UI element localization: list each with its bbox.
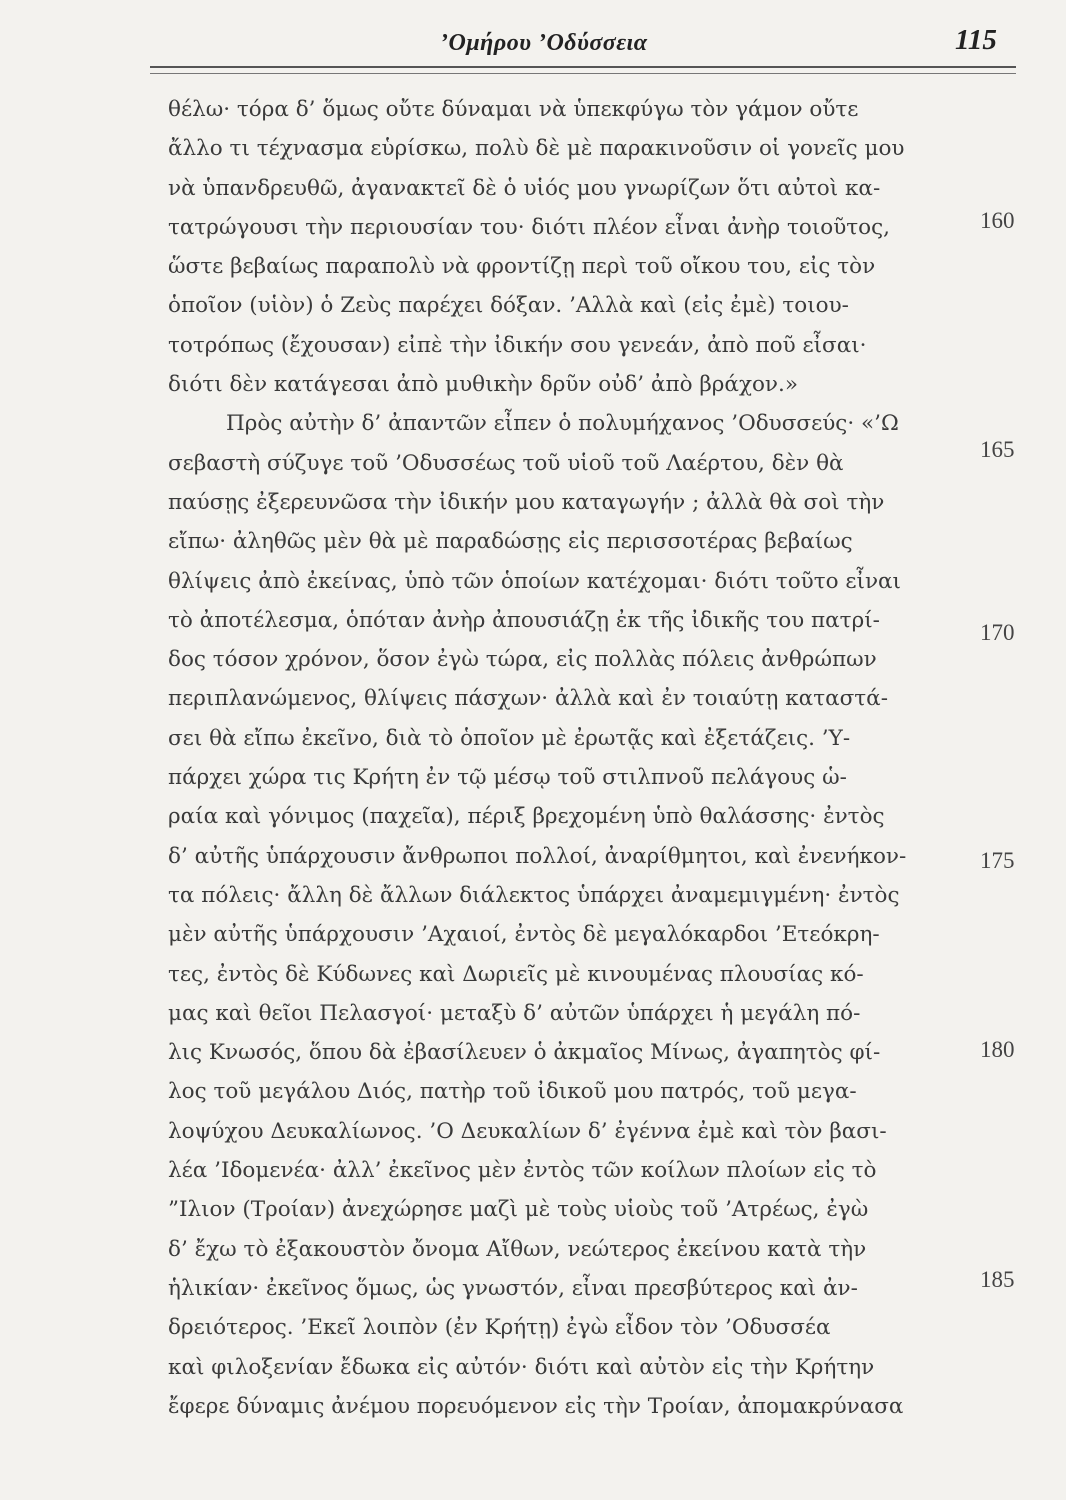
- text-line: τατρώγουσι τὴν περιουσίαν του· διότι πλέον εἶναι ἀνὴρ τοιοῦτος,: [168, 214, 891, 240]
- text-line: σεβαστὴ σύζυγε τοῦ ’Οδυσσέως τοῦ υἱοῦ τοῦ Λαέρτου, δὲν θὰ: [168, 450, 844, 476]
- text-line: θέλω· τόρα δ’ ὅμως οὔτε δύναμαι νὰ ὑπεκφύγω τὸν γάμον οὔτε: [168, 97, 859, 122]
- text-line: μὲν αὐτῆς ὑπάρχουσιν ’Αχαιοί, ἐντὸς δὲ μεγαλόκαρδοι ’Ετεόκρη-: [168, 922, 880, 948]
- text-line: λέα ’Ιδομενέα· ἀλλ’ ἐκεῖνος μὲν ἐντὸς τῶν κοίλων πλοίων εἰς τὸ: [168, 1158, 877, 1184]
- text-line: λοψύχου Δευκαλίωνος. ’Ο Δευκαλίων δ’ ἐγέννα ἐμὲ καὶ τὸν βασι-: [168, 1118, 887, 1144]
- text-line: τες, ἐντὸς δὲ Κύδωνες καὶ Δωριεῖς μὲ κινουμένας πλουσίας κό-: [168, 961, 864, 987]
- text-line: δος τόσον χρόνον, ὅσον ἐγὼ τώρα, εἰς πολλὰς πόλεις ἀνθρώπων: [168, 647, 877, 673]
- line-number: 175: [980, 848, 1015, 873]
- text-line: πάρχει χώρα τις Κρήτη ἐν τῷ μέσῳ τοῦ στιλπνοῦ πελάγους ὡ-: [168, 765, 847, 791]
- text-line: καὶ φιλοξενίαν ἔδωκα εἰς αὐτόν· διότι καὶ αὐτὸν εἰς τὴν Κρήτην: [168, 1354, 875, 1380]
- text-line: ”Ιλιον (Τροίαν) ἀνεχώρησε μαζὶ μὲ τοὺς υἱοὺς τοῦ ’Ατρέως, ἐγὼ: [168, 1197, 869, 1223]
- text-line: δρειότερος. ’Εκεῖ λοιπὸν (ἐν Κρήτῃ) ἐγὼ εἶδον τὸν ’Οδυσσέα: [168, 1315, 831, 1341]
- text-line: δ’ ἔχω τὸ ἐξακουστὸν ὄνομα Αἴθων, νεώτερος ἐκείνου κατὰ τὴν: [168, 1236, 867, 1262]
- text-line: ἡλικίαν· ἐκεῖνος ὅμως, ὡς γνωστόν, εἶναι πρεσβύτερος καὶ ἀν-: [168, 1275, 858, 1301]
- header-rule-thin: [150, 73, 1016, 74]
- text-line: διότι δὲν κατάγεσαι ἀπὸ μυθικὴν δρῦν οὐδ’ ἀπὸ βράχον.»: [168, 372, 798, 398]
- text-line: παύσῃς ἐξερευνῶσα τὴν ἰδικήν μου καταγωγήν ; ἀλλὰ θὰ σοὶ τὴν: [168, 489, 885, 515]
- text-line: τὸ ἀποτέλεσμα, ὁπόταν ἀνὴρ ἀπουσιάζῃ ἐκ τῆς ἰδικῆς του πατρί-: [168, 607, 880, 633]
- text-line: ραία καὶ γόνιμος (παχεῖα), πέριξ βρεχομένη ὑπὸ θαλάσσης· ἐντὸς: [168, 804, 885, 830]
- text-line: λις Κνωσός, ὅπου δὰ ἐβασίλευεν ὁ ἀκμαῖος Μίνως, ἀγαπητὸς φί-: [168, 1040, 881, 1066]
- line-number: 160: [980, 208, 1015, 233]
- text-line: ὥστε βεβαίως παραπολὺ νὰ φροντίζῃ περὶ τοῦ οἴκου του, εἰς τὸν: [168, 254, 876, 280]
- text-line: Πρὸς αὐτὴν δ’ ἀπαντῶν εἶπεν ὁ πολυμήχανος ’Οδυσσεύς· «’Ω: [226, 411, 899, 437]
- text-line: δ’ αὐτῆς ὑπάρχουσιν ἄνθρωποι πολλοί, ἀναρίθμητοι, καὶ ἐνενήκον-: [168, 843, 907, 869]
- text-line: περιπλανώμενος, θλίψεις πάσχων· ἀλλὰ καὶ ἐν τοιαύτῃ καταστά-: [168, 686, 888, 712]
- header-rule: [150, 66, 1016, 68]
- text-line: τα πόλεις· ἄλλη δὲ ἄλλων διάλεκτος ὑπάρχει ἀναμεμιγμένη· ἐντὸς: [168, 882, 900, 908]
- running-header-title: ’Ομήρου ’Οδύσσεια: [440, 30, 648, 56]
- page-number: 115: [955, 24, 997, 56]
- text-line: μας καὶ θεῖοι Πελασγοί· μεταξὺ δ’ αὐτῶν ὑπάρχει ἡ μεγάλη πό-: [168, 1000, 861, 1026]
- line-number: 165: [980, 437, 1015, 462]
- text-line: τοτρόπως (ἔχουσαν) εἰπὲ τὴν ἰδικήν σου γενεάν, ἀπὸ ποῦ εἶσαι·: [168, 332, 867, 358]
- text-line: ὁποῖον (υἱὸν) ὁ Ζεὺς παρέχει δόξαν. ’Αλλὰ καὶ (εἰς ἐμὲ) τοιου-: [168, 293, 849, 319]
- text-line: ἔφερε δύναμις ἀνέμου πορευόμενον εἰς τὴν Τροίαν, ἀπομακρύνασα: [168, 1393, 904, 1419]
- text-line: εἴπω· ἀληθῶς μὲν θὰ μὲ παραδώσῃς εἰς περισσοτέρας βεβαίως: [168, 529, 853, 555]
- text-line: νὰ ὑπανδρευθῶ, ἀγανακτεῖ δὲ ὁ υἱός μου γνωρίζων ὅτι αὐτοὶ κα-: [168, 175, 881, 201]
- line-number: 170: [980, 620, 1015, 645]
- line-number: 180: [980, 1037, 1015, 1062]
- text-line: σει θὰ εἴπω ἐκεῖνο, διὰ τὸ ὁποῖον μὲ ἐρωτᾷς καὶ ἐξετάζεις. ’Υ-: [168, 725, 851, 751]
- text-line: ἄλλο τι τέχνασμα εὑρίσκω, πολὺ δὲ μὲ παρακινοῦσιν οἱ γονεῖς μου: [168, 136, 905, 162]
- text-line: λος τοῦ μεγάλου Διός, πατὴρ τοῦ ἰδικοῦ μου πατρός, τοῦ μεγα-: [168, 1079, 857, 1105]
- text-line: θλίψεις ἀπὸ ἐκείνας, ὑπὸ τῶν ὁποίων κατέχομαι· διότι τοῦτο εἶναι: [168, 568, 901, 594]
- body-text: [168, 90, 958, 1426]
- line-number: 185: [980, 1267, 1015, 1292]
